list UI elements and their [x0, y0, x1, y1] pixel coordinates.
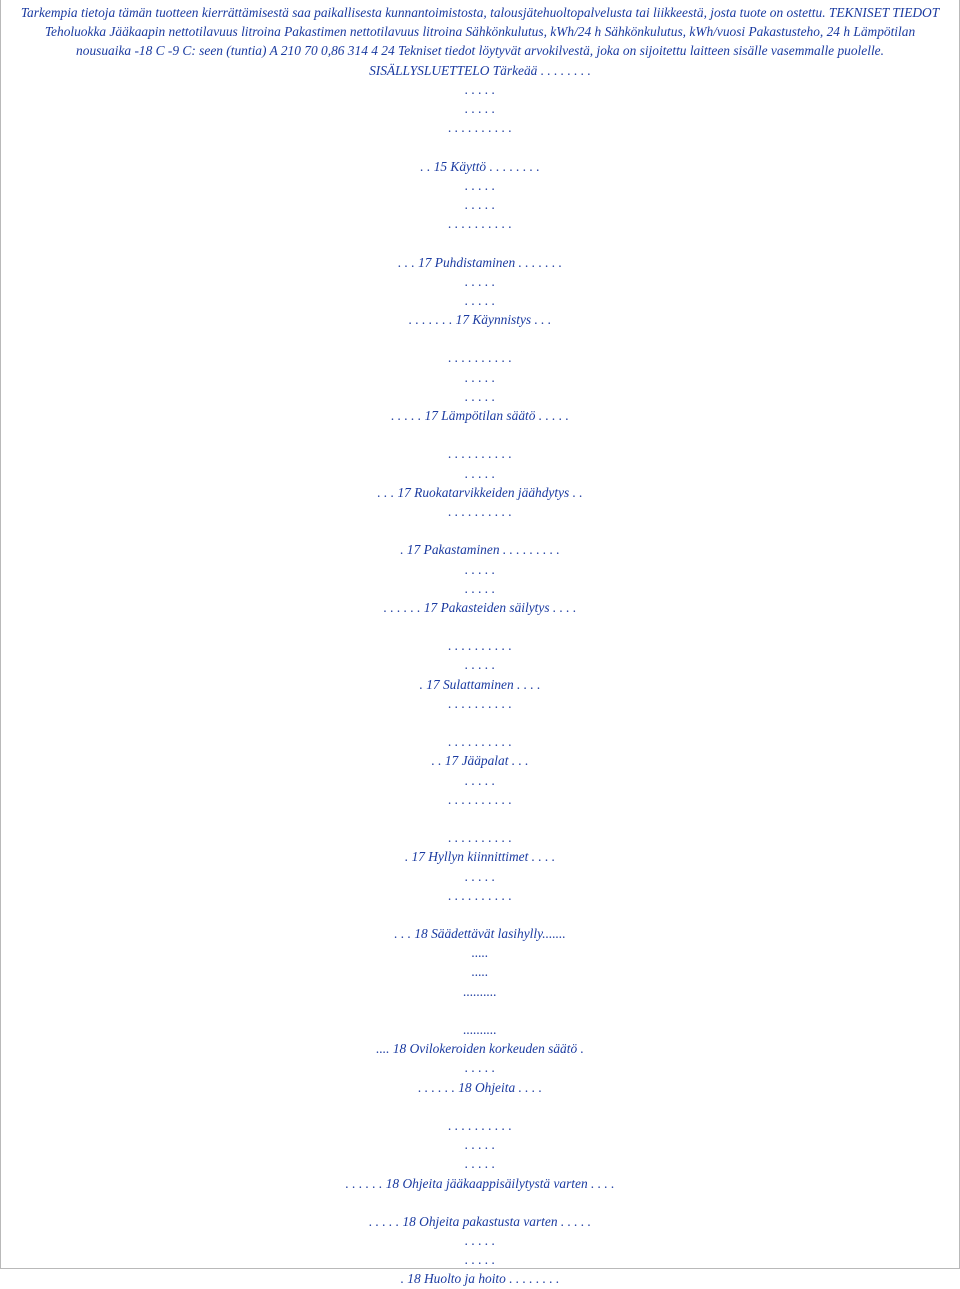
document-body — [0, 3, 960, 1289]
toc-line — [0, 137, 960, 156]
toc-line — [0, 329, 960, 348]
toc-line — [0, 521, 960, 540]
toc-line: .......... — [463, 983, 497, 999]
toc-line — [0, 617, 960, 636]
toc-line: . . . . . — [464, 369, 496, 385]
toc-line: . . 17 Jääpalat . . . — [431, 753, 529, 769]
toc-line: . 17 Sulattaminen . . . . — [419, 676, 541, 692]
toc-line: . . . . . . . . . . — [448, 887, 512, 903]
toc-line — [0, 1193, 960, 1212]
toc-line: . . . . . — [464, 101, 496, 116]
toc-line: . . . . . — [464, 273, 496, 289]
toc-line: . . . . . — [464, 1233, 496, 1249]
toc-line: . . . . . — [464, 388, 496, 404]
toc-line: . . . . . . . . . . — [448, 350, 512, 366]
toc-line: ..... — [471, 945, 489, 961]
toc-line: . . . . . . . . . . — [448, 503, 512, 519]
toc-line — [0, 233, 960, 252]
toc-line — [0, 809, 960, 828]
toc-line: . . . . . — [464, 81, 496, 97]
toc-line: . . . . . . . . . . — [448, 695, 512, 711]
toc-line: . . . 17 Puhdistaminen . . . . . . . — [397, 254, 563, 270]
toc-line: . 17 Pakastaminen . . . . . . . . . — [400, 542, 560, 558]
toc-line — [0, 425, 960, 444]
toc-line: .... 18 Ovilokeroiden korkeuden säätö . — [376, 1041, 584, 1057]
toc-line: . . . . . . . . . . — [448, 1117, 512, 1133]
toc-line: . . . . . — [464, 465, 496, 481]
toc-line: ..... — [471, 964, 489, 980]
toc-line — [0, 713, 960, 732]
toc-line: . . . . . — [464, 868, 496, 884]
toc-line: .......... — [463, 1022, 497, 1037]
toc-line: . . . . . . . . . . — [448, 120, 512, 136]
toc-line: . . 15 Käyttö . . . . . . . . — [420, 158, 540, 174]
toc-line: . . . . . — [464, 561, 496, 577]
toc-line: . . . . . . . . . . — [448, 638, 512, 654]
toc-line — [0, 1001, 960, 1020]
toc-line: . . . . . . . . . . — [448, 791, 512, 807]
toc-line: . . . . . — [464, 657, 496, 673]
toc-line: . . . . . . 18 Ohjeita . . . . — [418, 1079, 542, 1095]
toc-line: . . . . . — [464, 177, 496, 193]
toc-line: . . . 18 Säädettävät lasihylly....... — [394, 926, 566, 942]
toc-line: . 18 Huolto ja hoito . . . . . . . . — [400, 1271, 560, 1287]
toc-line: . . . . . — [464, 1137, 496, 1153]
table-of-contents — [0, 80, 960, 1289]
toc-line: . . . . . — [464, 1252, 496, 1268]
toc-line: . . . . . . . . . . — [448, 830, 512, 846]
toc-line: . . . . . 18 Ohjeita pakastusta varten . . . . . — [368, 1213, 592, 1229]
toc-line: . . . . . — [464, 1060, 496, 1076]
toc-line: . . . . . 17 Lämpötilan säätö . . . . . — [391, 408, 569, 423]
toc-line: . . . . . . . . . . — [448, 446, 512, 462]
toc-line: . 17 Hyllyn kiinnittimet . . . . — [404, 849, 556, 865]
toc-line: . . . . . — [464, 1156, 496, 1172]
toc-line: . . . . . — [464, 292, 496, 308]
toc-line: . . . . . . 17 Pakasteiden säilytys . . . . — [383, 599, 577, 615]
toc-line: . . . . . . . . . . — [448, 216, 512, 232]
toc-line: . . . . . . . . . . — [448, 734, 512, 750]
toc-line: . . . . . — [464, 196, 496, 212]
toc-line: . . . 17 Ruokatarvikkeiden jäähdytys . . — [377, 484, 583, 500]
toc-line: . . . . . — [464, 580, 496, 596]
toc-line: . . . . . . 18 Ohjeita jääkaappisäilytystä varten . . . . — [345, 1175, 615, 1191]
toc-line: . . . . . — [464, 772, 496, 788]
intro-paragraph: Tarkempia tietoja tämän tuotteen kierrättämisestä saa paikallisesta kunnantoimistosta, talousjätehuoltopalvelusta tai liikkeestä, josta tuote on ostettu. TEKNISET TIEDOT Teholuokka Jääkaapin nettotilavuus litroina Pakastimen nettotilavuus litroina Sähkönkulutus, kWh/24 h Sähkönkulutus, kWh/vuosi Pakastusteho, 24 h Lämpötilan nousuaika -18 C -9 C: seen (tuntia) A 210 70 0,86 314 4 24 Tekniset tiedot löytyvät arvokilvestä, joka on sijoitettu laitteen sisälle vasemmalle puolelle. SISÄLLYSLUETTELO Tärkeää . . . . . . . . — [20, 5, 940, 78]
toc-line — [0, 1097, 960, 1116]
toc-line: . . . . . . . 17 Käynnistys . . . — [408, 312, 552, 328]
toc-line — [0, 905, 960, 924]
